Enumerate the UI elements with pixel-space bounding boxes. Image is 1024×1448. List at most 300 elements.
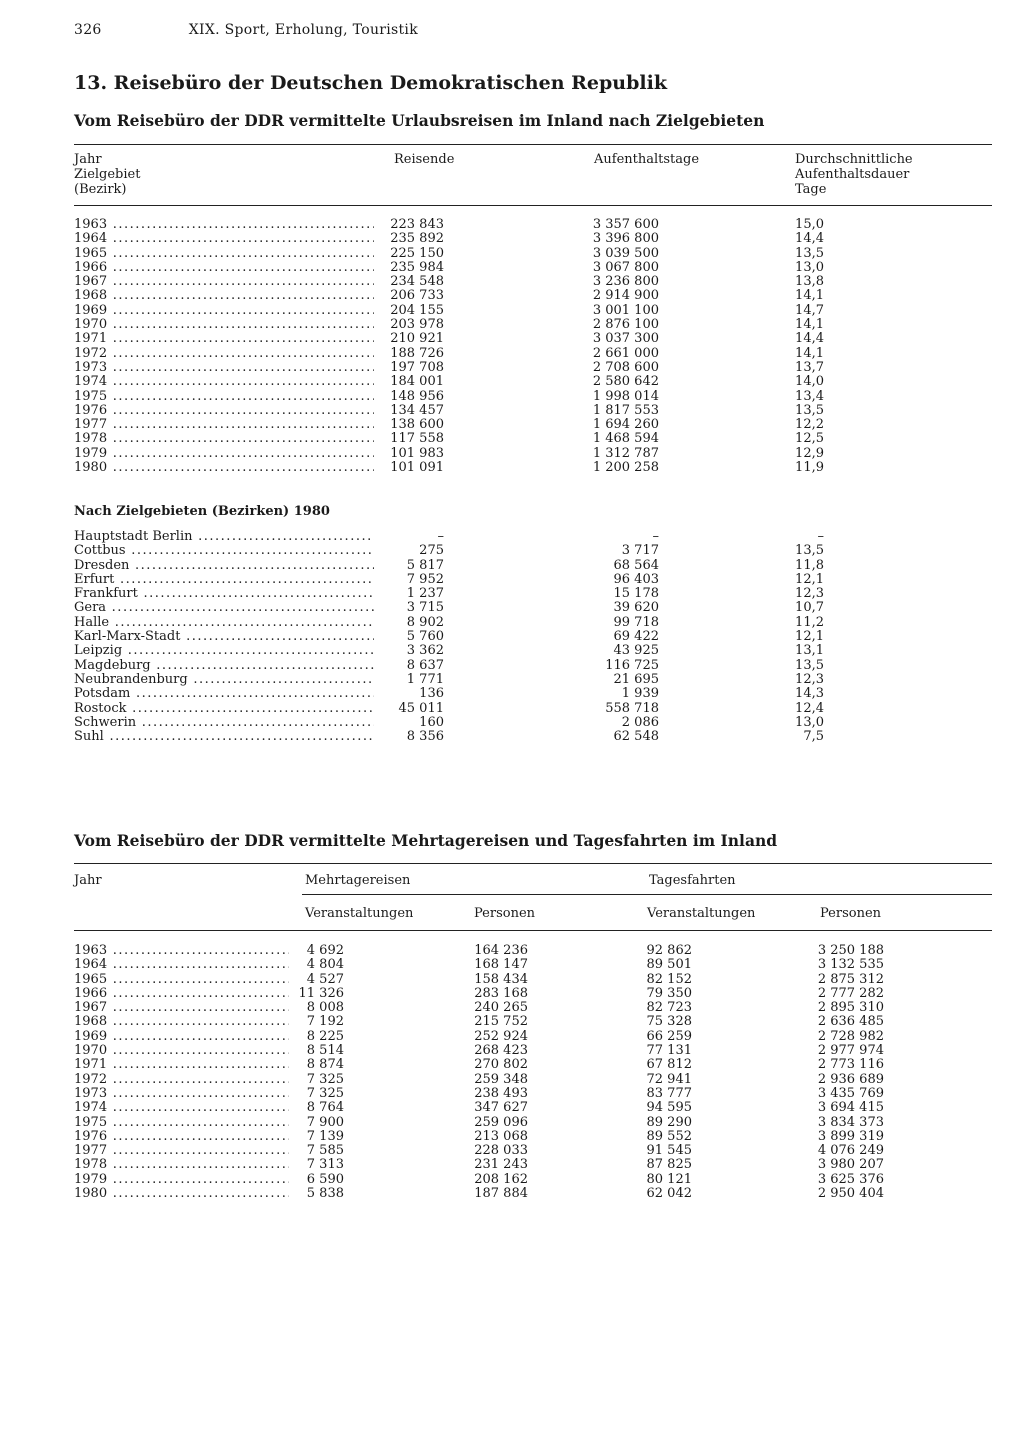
table1-year-row: [74, 404, 992, 418]
cell-reisende: 5 760: [406, 629, 444, 645]
cell-aufenthaltstage: 3 001 100: [592, 302, 659, 318]
cell-aufenthaltstage: 1 817 553: [592, 402, 659, 418]
cell-tagesfahrten-personen: 3 899 319: [817, 1128, 884, 1144]
row-label: Hauptstadt Berlin .....: [74, 530, 374, 544]
cell-mehrtage-veranstaltungen: 7 325: [306, 1085, 344, 1101]
row-label: Potsdam .....: [74, 687, 374, 701]
table1-year-row: [74, 375, 992, 389]
col-header-reisende: Reisende: [394, 152, 455, 167]
row-label: 1968 .....: [74, 1015, 289, 1029]
table1-region-row: [74, 702, 992, 716]
table1-region-row: [74, 644, 992, 658]
cell-aufenthaltstage: 21 695: [613, 671, 659, 687]
row-label: 1967 .....: [74, 1001, 289, 1015]
cell-reisende: 138 600: [390, 417, 444, 433]
cell-dauer: 12,3: [795, 671, 824, 687]
cell-tagesfahrten-personen: 3 625 376: [817, 1171, 884, 1187]
cell-aufenthaltstage: 2 580 642: [592, 374, 659, 390]
table1-region-rows: [74, 530, 992, 744]
table1-region-row: [74, 716, 992, 730]
cell-mehrtage-personen: 215 752: [474, 1014, 528, 1030]
cell-mehrtage-personen: 259 096: [474, 1114, 528, 1130]
table1-region-row: [74, 587, 992, 601]
table1-section-label: Nach Zielgebieten (Bezirken) 1980: [74, 504, 330, 519]
cell-mehrtage-veranstaltungen: 8 514: [306, 1043, 344, 1059]
cell-mehrtage-veranstaltungen: 8 764: [306, 1100, 344, 1116]
table1-region-row: [74, 687, 992, 701]
cell-aufenthaltstage: 3 236 800: [592, 274, 659, 290]
cell-tagesfahrten-personen: 2 895 310: [817, 1000, 884, 1016]
cell-mehrtage-personen: 158 434: [474, 971, 528, 987]
row-label: 1978 .....: [74, 432, 374, 446]
table1-year-row: [74, 318, 992, 332]
row-label: 1967 .....: [74, 275, 374, 289]
table1-region-row: [74, 673, 992, 687]
row-label: 1979 .....: [74, 447, 374, 461]
cell-mehrtage-personen: 228 033: [474, 1143, 528, 1159]
table1-region-row: [74, 559, 992, 573]
table1-year-row: [74, 432, 992, 446]
table2-row: [74, 1101, 992, 1115]
row-label: 1977 .....: [74, 1144, 289, 1158]
page-title: 13. Reisebüro der Deutschen Demokratischen Republik: [74, 72, 667, 94]
row-header-line-3: (Bezirk): [74, 182, 127, 197]
col-header-jahr: Jahr: [74, 873, 102, 888]
cell-reisende: –: [437, 529, 444, 544]
table1-year-row: [74, 390, 992, 404]
row-label: 1963 .....: [74, 944, 289, 958]
cell-mehrtage-personen: 240 265: [474, 1000, 528, 1016]
cell-dauer: 14,4: [795, 231, 824, 247]
row-label: 1968 .....: [74, 289, 374, 303]
cell-tagesfahrten-veranstaltungen: 67 812: [646, 1057, 692, 1073]
cell-reisende: 160: [419, 714, 444, 730]
cell-tagesfahrten-veranstaltungen: 83 777: [646, 1085, 692, 1101]
cell-reisende: 45 011: [398, 700, 444, 716]
row-label: 1970 .....: [74, 318, 374, 332]
row-label: 1976 .....: [74, 404, 374, 418]
cell-aufenthaltstage: 62 548: [613, 729, 659, 745]
cell-dauer: 14,7: [795, 302, 824, 318]
cell-dauer: 14,0: [795, 374, 824, 390]
col-header-dauer: [795, 152, 913, 197]
table1-year-row: [74, 418, 992, 432]
cell-mehrtage-personen: 270 802: [474, 1057, 528, 1073]
cell-aufenthaltstage: 1 312 787: [592, 445, 659, 461]
row-label: 1963 .....: [74, 218, 374, 232]
table1-year-row: [74, 261, 992, 275]
cell-aufenthaltstage: 2 876 100: [592, 317, 659, 333]
cell-aufenthaltstage: 3 037 300: [592, 331, 659, 347]
cell-aufenthaltstage: 1 939: [621, 686, 659, 702]
cell-tagesfahrten-veranstaltungen: 66 259: [646, 1028, 692, 1044]
cell-aufenthaltstage: 116 725: [605, 657, 659, 673]
cell-mehrtage-personen: 208 162: [474, 1171, 528, 1187]
cell-mehrtage-personen: 252 924: [474, 1028, 528, 1044]
cell-aufenthaltstage: 68 564: [613, 557, 659, 573]
cell-dauer: 12,3: [795, 586, 824, 602]
row-label: 1977 .....: [74, 418, 374, 432]
cell-aufenthaltstage: 3 357 600: [592, 217, 659, 232]
row-label: Cottbus .....: [74, 544, 374, 558]
table2-row: [74, 1073, 992, 1087]
cell-reisende: 206 733: [390, 288, 444, 304]
cell-aufenthaltstage: 3 717: [621, 543, 659, 559]
cell-dauer: 10,7: [795, 600, 824, 616]
cell-dauer: –: [817, 529, 824, 544]
cell-reisende: 8 356: [406, 729, 444, 745]
cell-dauer: 12,1: [795, 571, 824, 587]
cell-tagesfahrten-veranstaltungen: 91 545: [646, 1143, 692, 1159]
row-label: 1972 .....: [74, 1073, 289, 1087]
row-label: 1975 .....: [74, 390, 374, 404]
table1-year-rows: [74, 218, 992, 475]
dauer-header-line-3: Tage: [795, 182, 827, 197]
table1-year-row: [74, 447, 992, 461]
cell-reisende: 1 771: [406, 671, 444, 687]
table2-row: [74, 987, 992, 1001]
row-label: 1966 .....: [74, 261, 374, 275]
table1-header-rule: [74, 205, 992, 206]
table1-year-row: [74, 361, 992, 375]
cell-tagesfahrten-personen: 2 977 974: [817, 1043, 884, 1059]
cell-tagesfahrten-personen: 3 435 769: [817, 1085, 884, 1101]
cell-tagesfahrten-personen: 2 777 282: [817, 985, 884, 1001]
cell-mehrtage-personen: 168 147: [474, 957, 528, 973]
table2-row: [74, 1044, 992, 1058]
cell-mehrtage-personen: 268 423: [474, 1043, 528, 1059]
cell-dauer: 12,4: [795, 700, 824, 716]
cell-aufenthaltstage: 2 086: [621, 714, 659, 730]
cell-mehrtage-veranstaltungen: 5 838: [306, 1186, 344, 1202]
cell-aufenthaltstage: 43 925: [613, 643, 659, 659]
cell-reisende: 188 726: [390, 345, 444, 361]
cell-mehrtage-personen: 347 627: [474, 1100, 528, 1116]
cell-mehrtage-veranstaltungen: 7 139: [306, 1128, 344, 1144]
cell-dauer: 12,5: [795, 431, 824, 447]
cell-mehrtage-personen: 231 243: [474, 1157, 528, 1173]
cell-reisende: 3 715: [406, 600, 444, 616]
table2-header-rule: [74, 930, 992, 931]
cell-tagesfahrten-veranstaltungen: 72 941: [646, 1071, 692, 1087]
cell-aufenthaltstage: 558 718: [605, 700, 659, 716]
cell-reisende: 134 457: [390, 402, 444, 418]
table1-year-row: [74, 461, 992, 475]
cell-aufenthaltstage: 3 396 800: [592, 231, 659, 247]
row-label: 1976 .....: [74, 1130, 289, 1144]
cell-dauer: 14,1: [795, 345, 824, 361]
table2-row: [74, 1087, 992, 1101]
cell-reisende: 3 362: [406, 643, 444, 659]
cell-tagesfahrten-personen: 3 132 535: [817, 957, 884, 973]
table1-row-header: [74, 152, 140, 197]
cell-aufenthaltstage: 99 718: [613, 614, 659, 630]
cell-mehrtage-veranstaltungen: 7 585: [306, 1143, 344, 1159]
dauer-header-line-1: Durchschnittliche: [795, 152, 913, 167]
table2-row: [74, 1158, 992, 1172]
cell-reisende: 234 548: [390, 274, 444, 290]
cell-tagesfahrten-veranstaltungen: 87 825: [646, 1157, 692, 1173]
cell-tagesfahrten-personen: 3 834 373: [817, 1114, 884, 1130]
table2-row: [74, 1015, 992, 1029]
cell-tagesfahrten-veranstaltungen: 79 350: [646, 985, 692, 1001]
table2-row: [74, 958, 992, 972]
cell-reisende: 275: [419, 543, 444, 559]
cell-dauer: 13,1: [795, 643, 824, 659]
cell-reisende: 136: [419, 686, 444, 702]
cell-dauer: 11,9: [795, 460, 824, 476]
cell-tagesfahrten-personen: 3 694 415: [817, 1100, 884, 1116]
cell-reisende: 225 150: [390, 245, 444, 261]
row-label: 1979 .....: [74, 1173, 289, 1187]
cell-reisende: 235 892: [390, 231, 444, 247]
row-label: Dresden .....: [74, 559, 374, 573]
table2-rows: [74, 944, 992, 1201]
cell-reisende: 8 637: [406, 657, 444, 673]
cell-dauer: 14,4: [795, 331, 824, 347]
row-label: Neubrandenburg .....: [74, 673, 374, 687]
cell-aufenthaltstage: 1 468 594: [592, 431, 659, 447]
table2-top-rule: [74, 863, 992, 864]
table2-row: [74, 1058, 992, 1072]
table1-region-row: [74, 530, 992, 544]
table1-year-row: [74, 218, 992, 232]
col-header-tagesfahrten-veranstaltungen: Veranstaltungen: [647, 906, 756, 921]
cell-reisende: 101 091: [390, 460, 444, 476]
row-label: Erfurt .....: [74, 573, 374, 587]
table2-subtitle: Vom Reisebüro der DDR vermittelte Mehrtagereisen und Tagesfahrten im Inland: [74, 831, 778, 850]
row-label: 1970 .....: [74, 1044, 289, 1058]
cell-dauer: 13,4: [795, 388, 824, 404]
cell-tagesfahrten-veranstaltungen: 62 042: [646, 1186, 692, 1202]
cell-dauer: 13,5: [795, 657, 824, 673]
row-label: 1980 .....: [74, 461, 374, 475]
row-label: 1965 .....: [74, 247, 374, 261]
row-label: Rostock .....: [74, 702, 374, 716]
cell-mehrtage-veranstaltungen: 4 692: [306, 943, 344, 958]
cell-tagesfahrten-veranstaltungen: 82 723: [646, 1000, 692, 1016]
cell-aufenthaltstage: 15 178: [613, 586, 659, 602]
table1-year-row: [74, 275, 992, 289]
cell-tagesfahrten-personen: 2 728 982: [817, 1028, 884, 1044]
cell-dauer: 14,3: [795, 686, 824, 702]
table1-year-row: [74, 247, 992, 261]
row-label: 1966 .....: [74, 987, 289, 1001]
cell-dauer: 13,5: [795, 402, 824, 418]
cell-reisende: 148 956: [390, 388, 444, 404]
row-label: 1974 .....: [74, 375, 374, 389]
cell-tagesfahrten-personen: 4 076 249: [817, 1143, 884, 1159]
row-header-line-1: Jahr: [74, 152, 102, 167]
cell-dauer: 15,0: [795, 217, 824, 232]
cell-tagesfahrten-personen: 2 773 116: [817, 1057, 884, 1073]
cell-aufenthaltstage: 39 620: [613, 600, 659, 616]
cell-reisende: 117 558: [390, 431, 444, 447]
cell-tagesfahrten-veranstaltungen: 77 131: [646, 1043, 692, 1059]
row-label: Frankfurt .....: [74, 587, 374, 601]
table1-region-row: [74, 544, 992, 558]
cell-mehrtage-veranstaltungen: 11 326: [298, 985, 344, 1001]
row-header-line-2: Zielgebiet: [74, 167, 141, 182]
cell-mehrtage-personen: 238 493: [474, 1085, 528, 1101]
running-header: [74, 22, 418, 38]
cell-aufenthaltstage: 3 067 800: [592, 259, 659, 275]
cell-tagesfahrten-personen: 2 936 689: [817, 1071, 884, 1087]
cell-tagesfahrten-veranstaltungen: 89 290: [646, 1114, 692, 1130]
cell-tagesfahrten-veranstaltungen: 92 862: [646, 943, 692, 958]
table2-row: [74, 1187, 992, 1201]
cell-dauer: 7,5: [803, 729, 824, 745]
cell-mehrtage-veranstaltungen: 7 325: [306, 1071, 344, 1087]
table2-row: [74, 1001, 992, 1015]
cell-dauer: 11,2: [795, 614, 824, 630]
cell-dauer: 13,5: [795, 245, 824, 261]
cell-tagesfahrten-personen: 2 950 404: [817, 1186, 884, 1202]
row-label: Magdeburg .....: [74, 659, 374, 673]
table1-subtitle: Vom Reisebüro der DDR vermittelte Urlaubsreisen im Inland nach Zielgebieten: [74, 111, 765, 130]
cell-aufenthaltstage: 1 998 014: [592, 388, 659, 404]
row-label: 1972 .....: [74, 347, 374, 361]
row-label: 1973 .....: [74, 1087, 289, 1101]
dauer-header-line-2: Aufenthaltsdauer: [795, 167, 910, 182]
cell-dauer: 13,0: [795, 259, 824, 275]
group-header-mehrtagereisen: Mehrtagereisen: [305, 873, 411, 888]
cell-mehrtage-personen: 164 236: [474, 943, 528, 958]
row-label: Leipzig .....: [74, 644, 374, 658]
cell-reisende: 210 921: [390, 331, 444, 347]
page-number: 326: [74, 22, 102, 38]
cell-mehrtage-veranstaltungen: 8 874: [306, 1057, 344, 1073]
cell-tagesfahrten-veranstaltungen: 75 328: [646, 1014, 692, 1030]
cell-tagesfahrten-veranstaltungen: 82 152: [646, 971, 692, 987]
col-header-mehrtage-personen: Personen: [474, 906, 536, 921]
row-label: 1971 .....: [74, 332, 374, 346]
table1-region-row: [74, 630, 992, 644]
cell-mehrtage-veranstaltungen: 7 192: [306, 1014, 344, 1030]
cell-aufenthaltstage: 69 422: [613, 629, 659, 645]
cell-reisende: 5 817: [406, 557, 444, 573]
col-header-tagesfahrten-personen: Personen: [820, 906, 882, 921]
row-label: Karl-Marx-Stadt .....: [74, 630, 374, 644]
cell-aufenthaltstage: 2 708 600: [592, 359, 659, 375]
cell-reisende: 197 708: [390, 359, 444, 375]
row-label: 1964 .....: [74, 958, 289, 972]
cell-mehrtage-veranstaltungen: 4 527: [306, 971, 344, 987]
cell-reisende: 101 983: [390, 445, 444, 461]
cell-dauer: 12,9: [795, 445, 824, 461]
cell-reisende: 7 952: [406, 571, 444, 587]
row-label: 1969 .....: [74, 304, 374, 318]
cell-aufenthaltstage: 3 039 500: [592, 245, 659, 261]
table1-region-row: [74, 730, 992, 744]
row-label: 1971 .....: [74, 1058, 289, 1072]
cell-tagesfahrten-personen: 3 980 207: [817, 1157, 884, 1173]
row-label: 1964 .....: [74, 232, 374, 246]
cell-dauer: 11,8: [795, 557, 824, 573]
row-label: Gera .....: [74, 601, 374, 615]
row-label: Halle .....: [74, 616, 374, 630]
table1-year-row: [74, 332, 992, 346]
cell-dauer: 13,7: [795, 359, 824, 375]
cell-reisende: 223 843: [390, 217, 444, 232]
cell-aufenthaltstage: 2 661 000: [592, 345, 659, 361]
table2-row: [74, 1116, 992, 1130]
section-title: XIX. Sport, Erholung, Touristik: [188, 22, 418, 38]
cell-aufenthaltstage: 96 403: [613, 571, 659, 587]
cell-mehrtage-personen: 187 884: [474, 1186, 528, 1202]
cell-mehrtage-veranstaltungen: 8 008: [306, 1000, 344, 1016]
cell-tagesfahrten-personen: 2 636 485: [817, 1014, 884, 1030]
cell-mehrtage-veranstaltungen: 4 804: [306, 957, 344, 973]
table2-row: [74, 1030, 992, 1044]
cell-aufenthaltstage: 2 914 900: [592, 288, 659, 304]
cell-mehrtage-veranstaltungen: 8 225: [306, 1028, 344, 1044]
row-label: Suhl .....: [74, 730, 374, 744]
row-label: Schwerin .....: [74, 716, 374, 730]
cell-dauer: 14,1: [795, 317, 824, 333]
row-label: 1978 .....: [74, 1158, 289, 1172]
cell-mehrtage-personen: 259 348: [474, 1071, 528, 1087]
col-header-mehrtage-veranstaltungen: Veranstaltungen: [305, 906, 414, 921]
cell-aufenthaltstage: 1 694 260: [592, 417, 659, 433]
table1-year-row: [74, 304, 992, 318]
table2-row: [74, 1144, 992, 1158]
cell-reisende: 235 984: [390, 259, 444, 275]
table2-row: [74, 944, 992, 958]
cell-mehrtage-veranstaltungen: 6 590: [306, 1171, 344, 1187]
table2-row: [74, 1130, 992, 1144]
row-label: 1974 .....: [74, 1101, 289, 1115]
cell-reisende: 184 001: [390, 374, 444, 390]
row-label: 1969 .....: [74, 1030, 289, 1044]
row-label: 1980 .....: [74, 1187, 289, 1201]
table1-year-row: [74, 347, 992, 361]
row-label: 1965 .....: [74, 973, 289, 987]
cell-tagesfahrten-veranstaltungen: 80 121: [646, 1171, 692, 1187]
table2-group-rule: [302, 894, 992, 895]
cell-tagesfahrten-personen: 2 875 312: [817, 971, 884, 987]
row-label: 1975 .....: [74, 1116, 289, 1130]
cell-tagesfahrten-veranstaltungen: 89 501: [646, 957, 692, 973]
cell-aufenthaltstage: 1 200 258: [592, 460, 659, 476]
cell-mehrtage-personen: 283 168: [474, 985, 528, 1001]
table1-region-row: [74, 659, 992, 673]
table1-region-row: [74, 616, 992, 630]
table1-year-row: [74, 289, 992, 303]
cell-tagesfahrten-personen: 3 250 188: [817, 943, 884, 958]
cell-tagesfahrten-veranstaltungen: 89 552: [646, 1128, 692, 1144]
cell-dauer: 13,8: [795, 274, 824, 290]
cell-aufenthaltstage: –: [652, 529, 659, 544]
cell-tagesfahrten-veranstaltungen: 94 595: [646, 1100, 692, 1116]
table2-row: [74, 1173, 992, 1187]
cell-dauer: 12,1: [795, 629, 824, 645]
cell-dauer: 14,1: [795, 288, 824, 304]
cell-reisende: 203 978: [390, 317, 444, 333]
cell-reisende: 1 237: [406, 586, 444, 602]
cell-mehrtage-veranstaltungen: 7 313: [306, 1157, 344, 1173]
row-label: 1973 .....: [74, 361, 374, 375]
table1-year-row: [74, 232, 992, 246]
table2-row: [74, 973, 992, 987]
cell-dauer: 13,0: [795, 714, 824, 730]
cell-reisende: 8 902: [406, 614, 444, 630]
cell-mehrtage-personen: 213 068: [474, 1128, 528, 1144]
cell-dauer: 12,2: [795, 417, 824, 433]
table1-region-row: [74, 601, 992, 615]
group-header-tagesfahrten: Tagesfahrten: [649, 873, 736, 888]
col-header-aufenthaltstage: Aufenthaltstage: [594, 152, 700, 167]
